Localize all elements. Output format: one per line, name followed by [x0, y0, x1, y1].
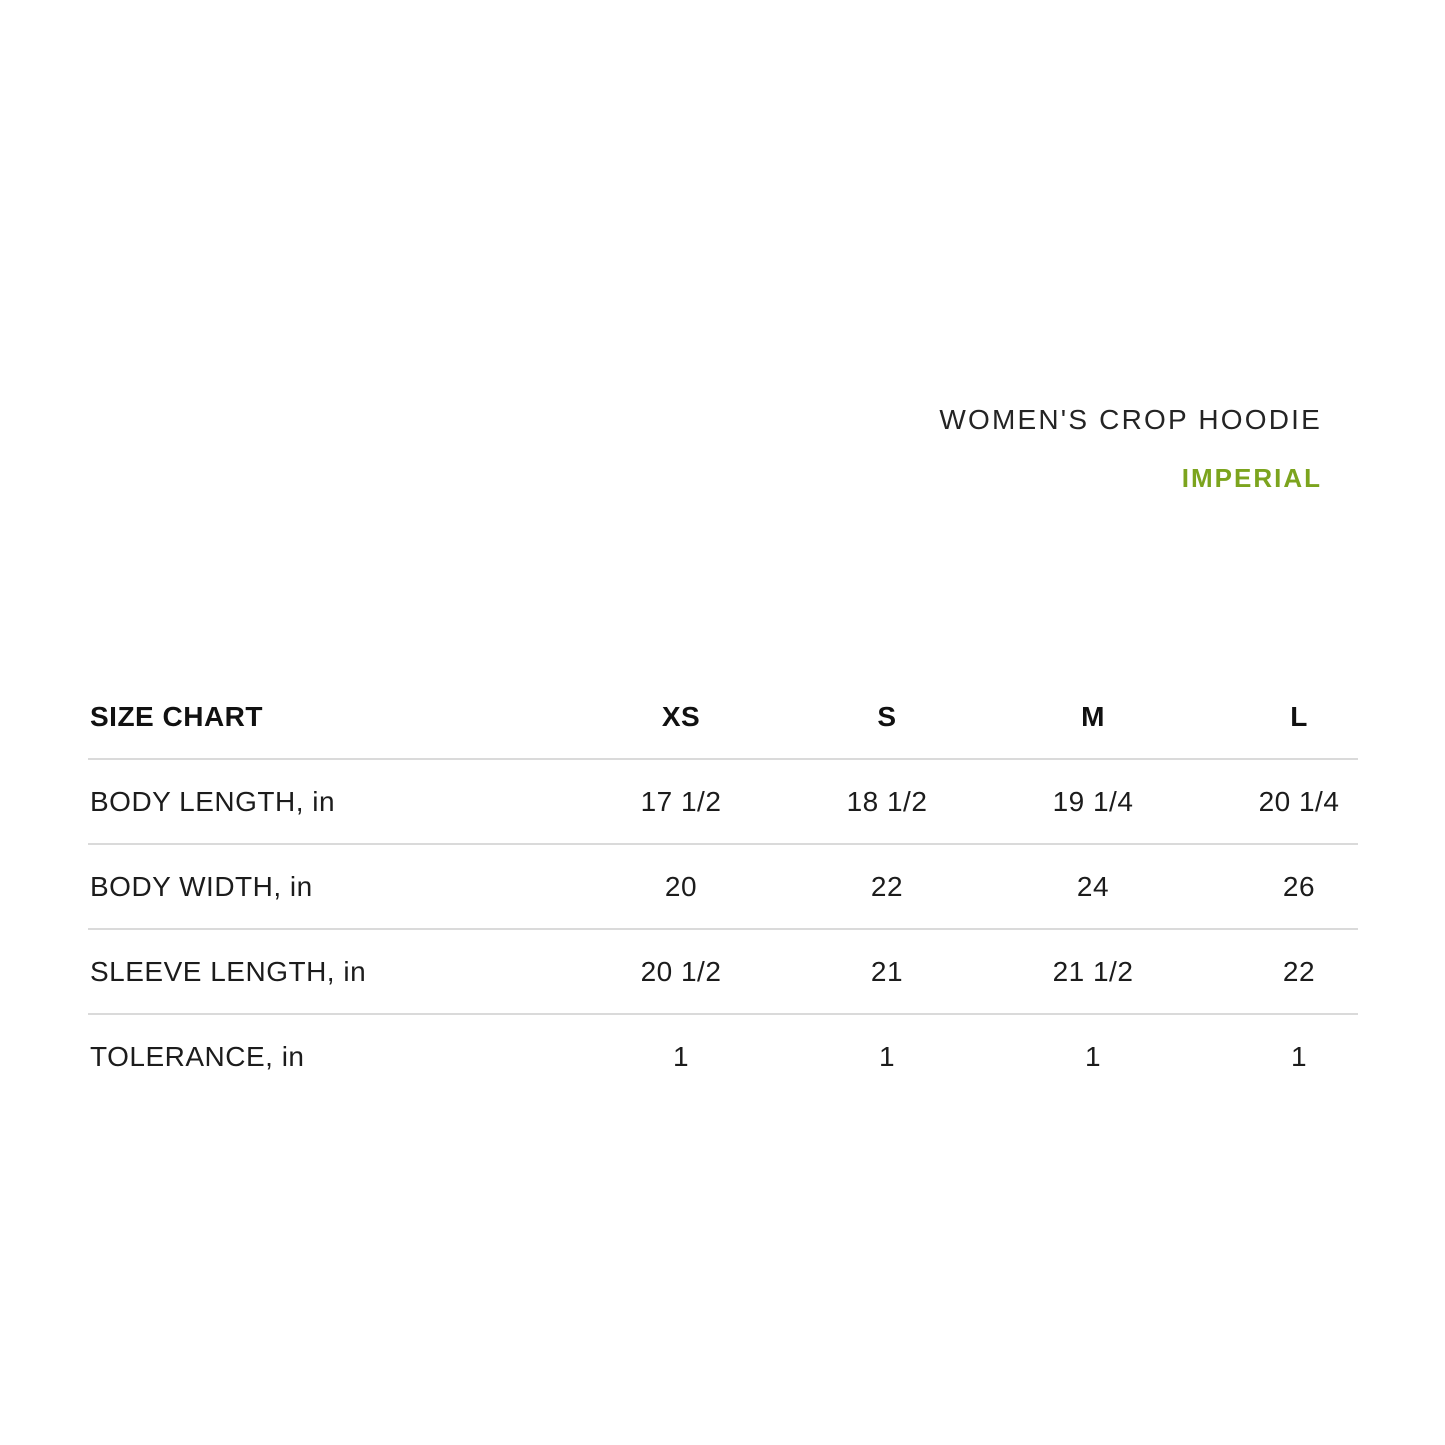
table-row-body-width [88, 845, 1402, 928]
cell-value: 22 [1282, 955, 1316, 987]
table-row-sleeve-length [88, 930, 1402, 1013]
cell-value: 1 [1084, 1040, 1102, 1072]
cell-value: 20 1/4 [1258, 785, 1340, 817]
column-header-m: M [1081, 700, 1105, 732]
row-label: BODY LENGTH, in [90, 785, 336, 817]
cell-value: 20 [664, 870, 698, 902]
cell-value: 19 1/4 [1052, 785, 1134, 817]
row-label: TOLERANCE, in [90, 1040, 305, 1072]
table-row-body-length [88, 760, 1402, 843]
cell-value: 21 1/2 [1052, 955, 1134, 987]
cell-value: 18 1/2 [846, 785, 928, 817]
table-row-tolerance [88, 1015, 1402, 1098]
cell-value: 22 [870, 870, 904, 902]
cell-value: 26 [1282, 870, 1316, 902]
product-title: WOMEN'S CROP HOODIE [939, 404, 1322, 435]
cell-value: 24 [1076, 870, 1110, 902]
cell-value: 1 [1290, 1040, 1308, 1072]
units-label: IMPERIAL [1181, 463, 1322, 493]
size-table [88, 675, 1402, 1098]
table-header-row [88, 675, 1402, 758]
cell-value: 21 [870, 955, 904, 987]
table-title: SIZE CHART [90, 700, 263, 732]
cell-value: 1 [878, 1040, 896, 1072]
column-header-l: L [1290, 700, 1308, 732]
cell-value: 17 1/2 [640, 785, 722, 817]
cell-value: 20 1/2 [640, 955, 722, 987]
cell-value: 1 [672, 1040, 690, 1072]
row-label: SLEEVE LENGTH, in [90, 955, 367, 987]
title-block [939, 404, 1322, 494]
column-header-xs: XS [661, 700, 701, 732]
column-header-s: S [877, 700, 897, 732]
row-label: BODY WIDTH, in [90, 870, 313, 902]
